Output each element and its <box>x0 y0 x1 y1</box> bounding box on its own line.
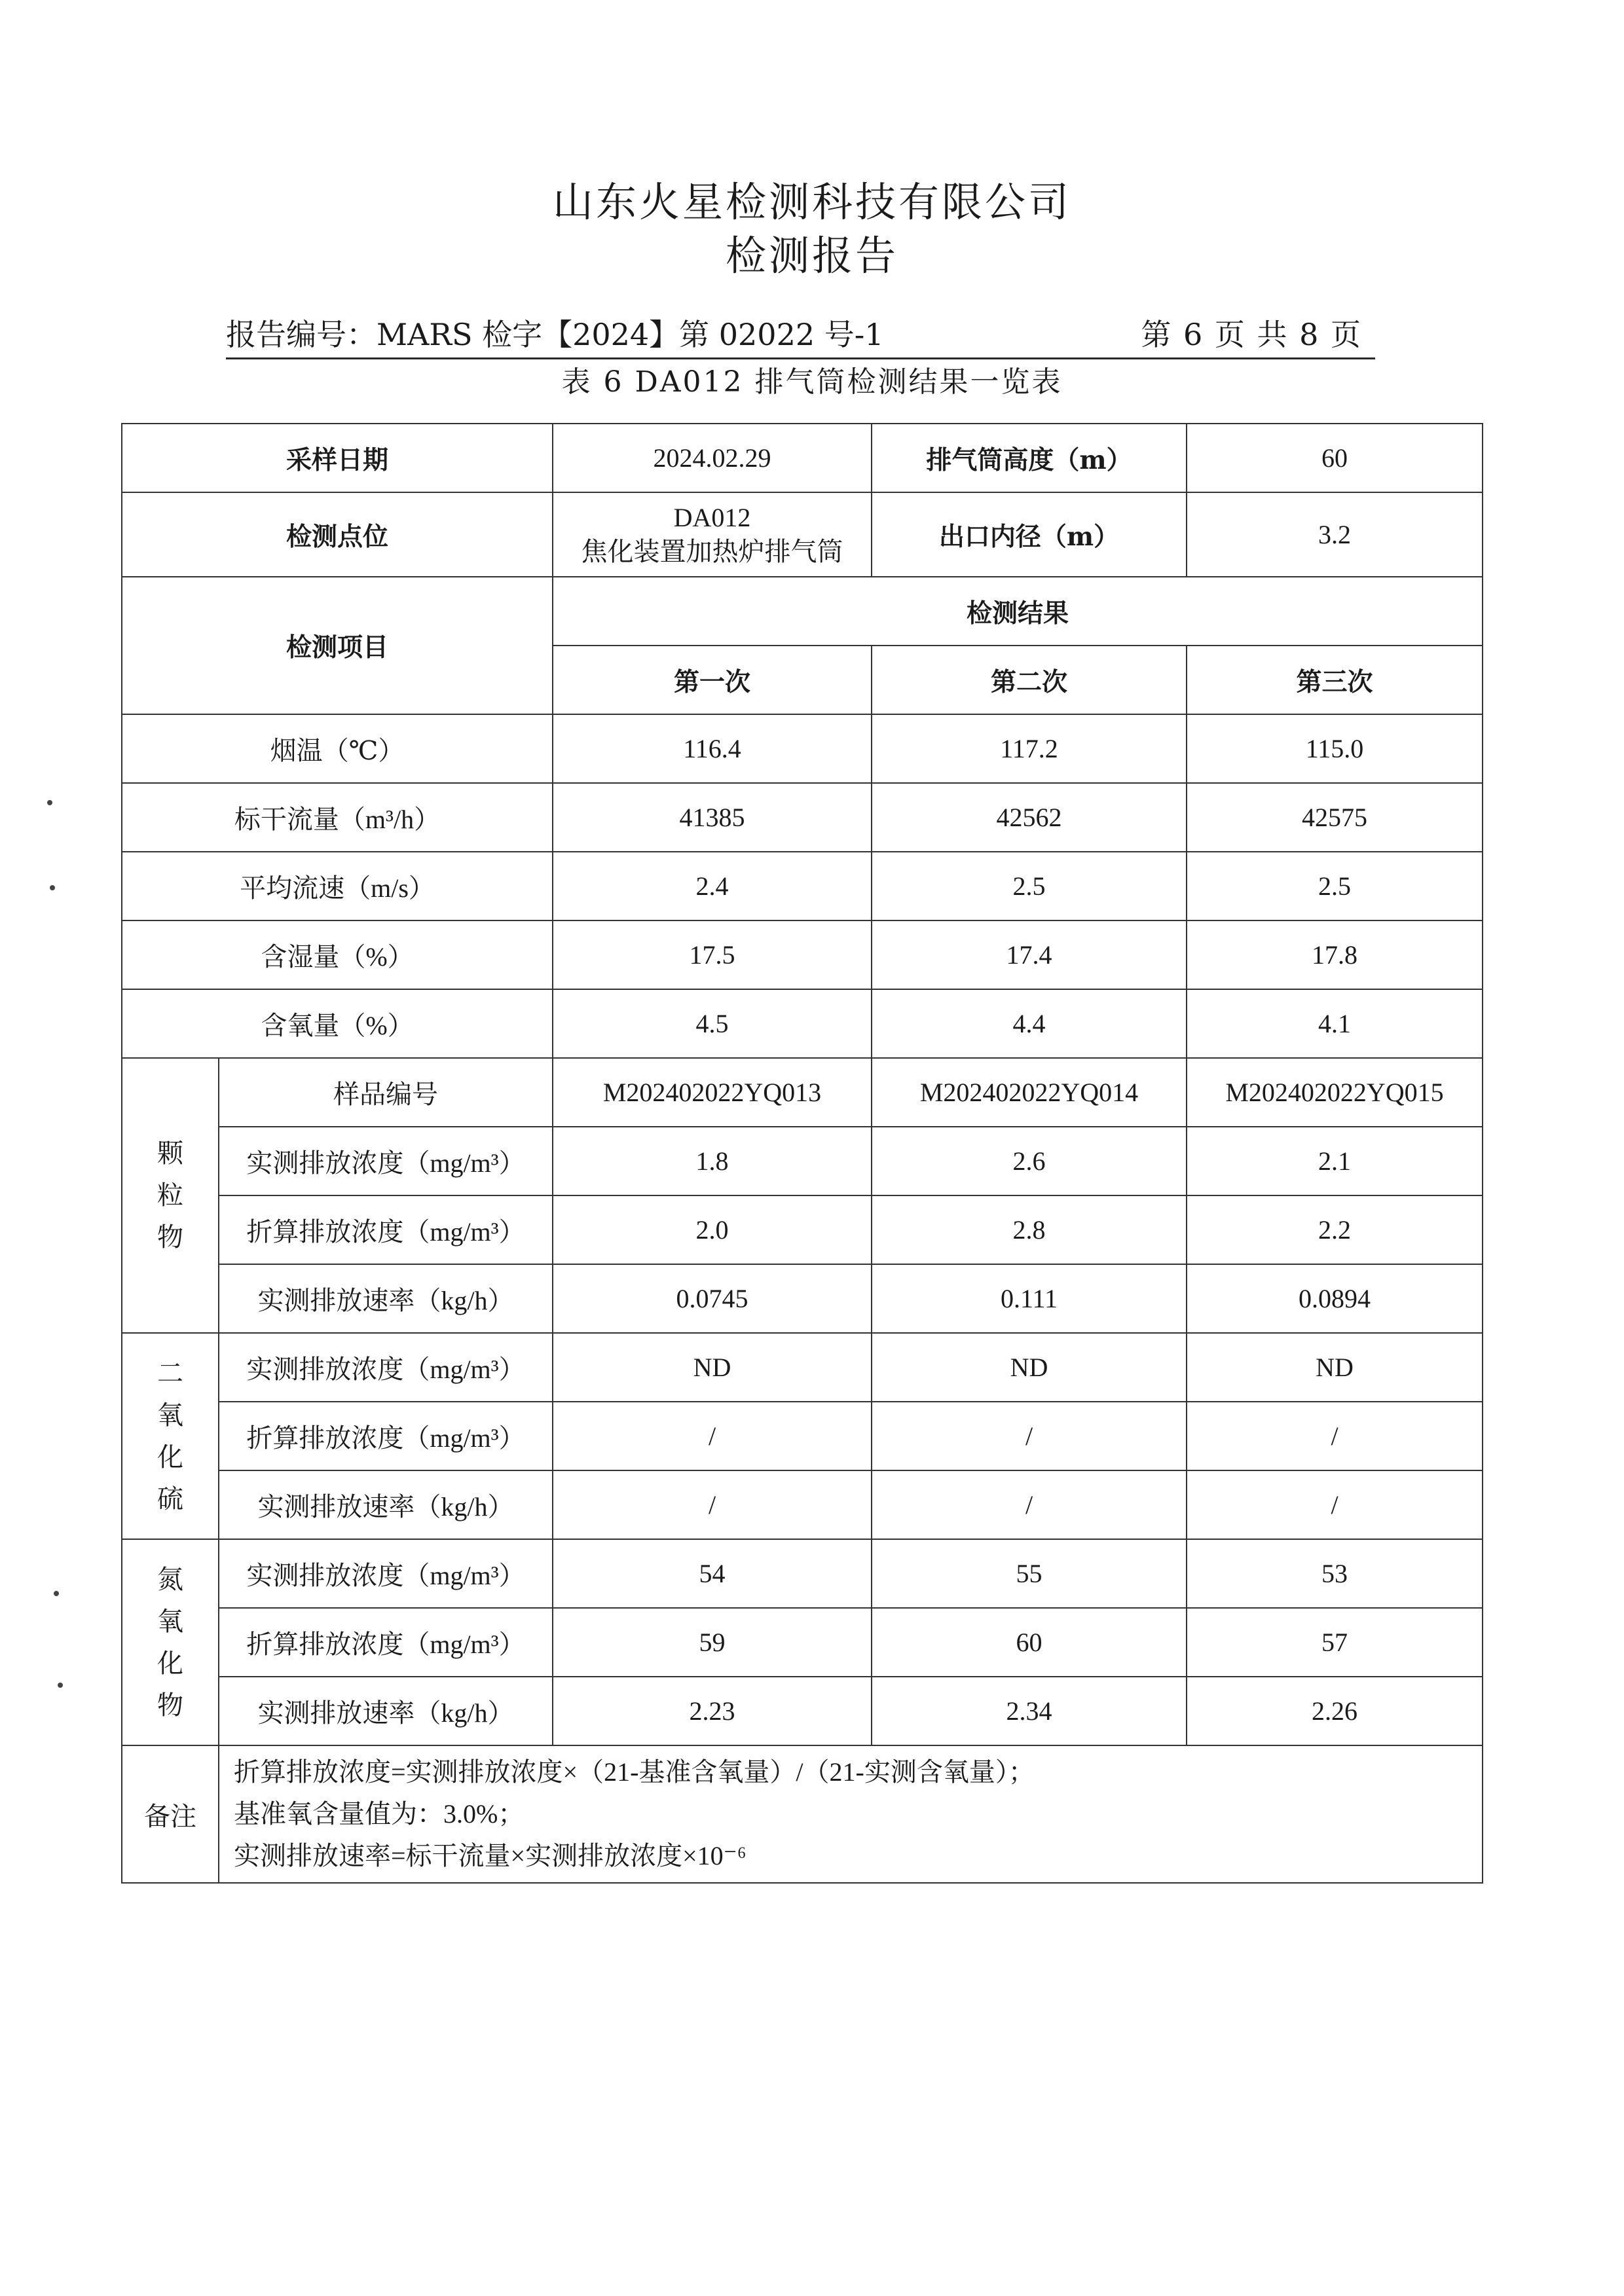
group-label-so2 <box>122 1333 219 1539</box>
sampling-date-value: 2024.02.29 <box>553 424 872 492</box>
cell-value: 59 <box>553 1608 872 1677</box>
param-value: 4.1 <box>1187 989 1483 1058</box>
table-caption: 表 6 DA012 排气筒检测结果一览表 <box>561 365 1063 399</box>
remark-line: 基准氧含量值为：3.0%； <box>234 1799 525 1829</box>
table-row <box>122 783 1483 852</box>
table-row <box>122 852 1483 920</box>
cell-value: / <box>553 1402 872 1470</box>
run-1-header: 第一次 <box>553 646 872 714</box>
cell-value: 2.0 <box>553 1195 872 1264</box>
group-char: 粒 <box>157 1180 183 1210</box>
row-label: 实测排放速率（kg/h） <box>219 1470 553 1539</box>
cell-value: / <box>1187 1402 1483 1470</box>
page-info: 第 6 页 共 8 页 <box>1141 317 1362 352</box>
cell-value: 2.2 <box>1187 1195 1483 1264</box>
report-title: 检测报告 <box>725 232 898 280</box>
row-label: 实测排放速率（kg/h） <box>219 1264 553 1333</box>
param-label: 标干流量（m³/h） <box>122 783 553 852</box>
param-value: 117.2 <box>872 714 1187 783</box>
scan-speck <box>54 1591 59 1596</box>
cell-value: / <box>872 1470 1187 1539</box>
param-value: 2.4 <box>553 852 872 920</box>
report-number: 报告编号：MARS 检字【2024】第 02022 号-1 <box>226 317 884 352</box>
param-label: 烟温（℃） <box>122 714 553 783</box>
param-value: 115.0 <box>1187 714 1483 783</box>
cell-value: 2.34 <box>872 1677 1187 1745</box>
company-name: 山东火星检测科技有限公司 <box>552 178 1071 226</box>
group-char: 氧 <box>157 1606 183 1636</box>
cell-value: 0.111 <box>872 1264 1187 1333</box>
table-row <box>122 1058 1483 1127</box>
cell-value: 1.8 <box>553 1127 872 1195</box>
scan-speck <box>50 885 55 890</box>
param-label: 含氧量（%） <box>122 989 553 1058</box>
cell-value: ND <box>872 1333 1187 1402</box>
sampling-date-label: 采样日期 <box>122 424 553 492</box>
cell-value: / <box>553 1470 872 1539</box>
result-label: 检测结果 <box>553 577 1483 646</box>
cell-value: / <box>1187 1470 1483 1539</box>
point-description: 焦化装置加热炉排气筒 <box>581 536 843 566</box>
scan-speck <box>47 800 52 805</box>
result-table <box>121 423 1483 1884</box>
table-row <box>122 1402 1483 1470</box>
table-row <box>122 1470 1483 1539</box>
row-label: 实测排放浓度（mg/m³） <box>219 1127 553 1195</box>
cell-value: 53 <box>1187 1539 1483 1608</box>
sample-id: M202402022YQ014 <box>872 1058 1187 1127</box>
stack-height-value: 60 <box>1187 424 1483 492</box>
param-label: 含湿量（%） <box>122 920 553 989</box>
table-row <box>122 492 1483 577</box>
remark-line: 折算排放浓度=实测排放浓度×（21-基准含氧量）/（21-实测含氧量）； <box>234 1757 1035 1787</box>
table-row <box>122 1677 1483 1745</box>
param-value: 2.5 <box>872 852 1187 920</box>
row-label: 实测排放速率（kg/h） <box>219 1677 553 1745</box>
cell-value: 2.1 <box>1187 1127 1483 1195</box>
cell-value: / <box>872 1402 1187 1470</box>
table-row <box>122 714 1483 783</box>
group-char: 氮 <box>157 1564 183 1594</box>
param-label: 平均流速（m/s） <box>122 852 553 920</box>
cell-value: 0.0745 <box>553 1264 872 1333</box>
scan-speck <box>58 1683 63 1688</box>
row-label: 折算排放浓度（mg/m³） <box>219 1402 553 1470</box>
remark-line: 实测排放速率=标干流量×实测排放浓度×10⁻⁶ <box>234 1841 747 1870</box>
cell-value: 0.0894 <box>1187 1264 1483 1333</box>
cell-value: 2.8 <box>872 1195 1187 1264</box>
group-char: 氧 <box>157 1400 183 1430</box>
table-row <box>122 1608 1483 1677</box>
group-char: 化 <box>157 1648 183 1678</box>
param-value: 4.4 <box>872 989 1187 1058</box>
param-value: 116.4 <box>553 714 872 783</box>
param-value: 17.8 <box>1187 920 1483 989</box>
group-label-nox <box>122 1539 219 1745</box>
group-label-particulate <box>122 1058 219 1333</box>
table-row <box>122 1195 1483 1264</box>
cell-value: ND <box>553 1333 872 1402</box>
table-row <box>122 577 1483 646</box>
cell-value: 2.23 <box>553 1677 872 1745</box>
table-row <box>122 424 1483 492</box>
row-label: 折算排放浓度（mg/m³） <box>219 1195 553 1264</box>
group-char: 二 <box>157 1358 183 1388</box>
cell-value: 54 <box>553 1539 872 1608</box>
group-char: 化 <box>157 1442 183 1472</box>
header-divider <box>226 357 1375 359</box>
sample-id: M202402022YQ015 <box>1187 1058 1483 1127</box>
point-code: DA012 <box>673 502 751 532</box>
table-row <box>122 920 1483 989</box>
param-value: 42562 <box>872 783 1187 852</box>
group-char: 物 <box>157 1690 183 1720</box>
cell-value: 60 <box>872 1608 1187 1677</box>
point-label: 检测点位 <box>122 492 553 577</box>
cell-value: 2.26 <box>1187 1677 1483 1745</box>
item-label: 检测项目 <box>122 577 553 714</box>
table-row <box>122 989 1483 1058</box>
cell-value: 55 <box>872 1539 1187 1608</box>
sample-id: M202402022YQ013 <box>553 1058 872 1127</box>
remark-body <box>219 1745 1483 1883</box>
table-row <box>122 1127 1483 1195</box>
table-row <box>122 1264 1483 1333</box>
row-label: 折算排放浓度（mg/m³） <box>219 1608 553 1677</box>
stack-height-label: 排气筒高度（m） <box>872 424 1187 492</box>
group-char: 物 <box>157 1222 183 1252</box>
remark-label: 备注 <box>122 1745 219 1883</box>
param-value: 17.4 <box>872 920 1187 989</box>
param-value: 2.5 <box>1187 852 1483 920</box>
cell-value: ND <box>1187 1333 1483 1402</box>
outlet-diameter-value: 3.2 <box>1187 492 1483 577</box>
outlet-diameter-label: 出口内径（m） <box>872 492 1187 577</box>
group-char: 硫 <box>157 1484 183 1514</box>
row-label: 实测排放浓度（mg/m³） <box>219 1333 553 1402</box>
cell-value: 2.6 <box>872 1127 1187 1195</box>
row-label: 实测排放浓度（mg/m³） <box>219 1539 553 1608</box>
run-2-header: 第二次 <box>872 646 1187 714</box>
param-value: 17.5 <box>553 920 872 989</box>
param-value: 42575 <box>1187 783 1483 852</box>
param-value: 41385 <box>553 783 872 852</box>
param-value: 4.5 <box>553 989 872 1058</box>
table-row <box>122 1333 1483 1402</box>
table-row <box>122 1745 1483 1883</box>
run-3-header: 第三次 <box>1187 646 1483 714</box>
table-row <box>122 1539 1483 1608</box>
row-label: 样品编号 <box>219 1058 553 1127</box>
point-value <box>553 492 872 577</box>
group-char: 颗 <box>157 1139 183 1168</box>
cell-value: 57 <box>1187 1608 1483 1677</box>
